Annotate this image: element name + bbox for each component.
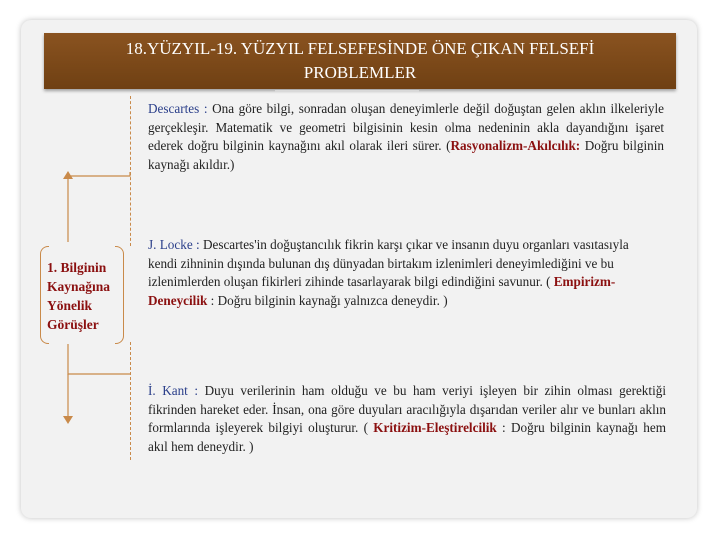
descartes-term: Rasyonalizm-Akılcılık:	[450, 138, 581, 153]
descartes-text-2: Doğru bilginin kaynağı akıldır.)	[148, 138, 664, 172]
side-label-line-2: Kaynağına	[47, 279, 111, 294]
arrow-down-icon	[62, 344, 132, 424]
locke-term: Empirizm-Deneycilik	[148, 274, 616, 308]
descartes-name: Descartes :	[148, 101, 208, 116]
side-label-box	[40, 246, 124, 342]
locke-paragraph	[148, 236, 658, 310]
side-label	[47, 258, 127, 334]
kant-text-1: Duyu verilerinin ham olduğu ve bu ham veriyi işleyen bir zihin olması gerektiği fikrinden hareket eder. İnsan, ona göre duyuları aracılığıyla dışarıdan veriler alır ve bunları aklın formlarında işleyerek bilgiyi oluşturur. (	[148, 383, 666, 435]
side-label-line-3: Yönelik	[47, 298, 93, 313]
descartes-text-1: Ona göre bilgi, sonradan oluşan deneyimlerle değil doğuştan gelen aklın ilkeleriyle gerçekleşir. Matematik ve geometri bilgisinin kesin olma nedeninin akla dayandığını işaret ederek doğru bilginin kaynağını akıl olarak ileri sürer. (	[148, 101, 664, 153]
slide-title	[44, 33, 676, 89]
side-label-line-1: 1. Bilginin	[47, 260, 107, 275]
locke-name: J. Locke :	[148, 237, 200, 252]
kant-paragraph	[148, 382, 666, 456]
locke-text-2: : Doğru bilginin kaynağı yalnızca deneydir. )	[207, 292, 448, 308]
slide-title-line-2: PROBLEMLER	[303, 63, 417, 82]
side-label-line-4: Görüşler	[47, 317, 99, 332]
kant-name: İ. Kant :	[148, 383, 199, 398]
arrow-up-icon	[62, 172, 132, 242]
descartes-paragraph	[148, 100, 664, 174]
slide-title-line-1: 18.YÜZYIL-19. YÜZYIL FELSEFESİNDE ÖNE ÇIKAN FELSEFİ	[125, 39, 595, 58]
locke-text-1: Descartes'in doğuştancılık fikrin karşı çıkar ve insanın duyu organları vasıtasıyla kendi zihninin dışında bulunan dış dünyadan birtakım izlenimleri deneyimlediğini ve bu izlenimlerden oluşan fikirleri zihinde tasarlayarak bilgi edindiğini savunur. (	[148, 237, 629, 289]
kant-term: Kritizim-Eleştirelcilik	[373, 420, 497, 435]
kant-text-2: : Doğru bilginin kaynağı hem akıl hem deneydir. )	[148, 420, 666, 454]
title-underline	[275, 90, 419, 92]
